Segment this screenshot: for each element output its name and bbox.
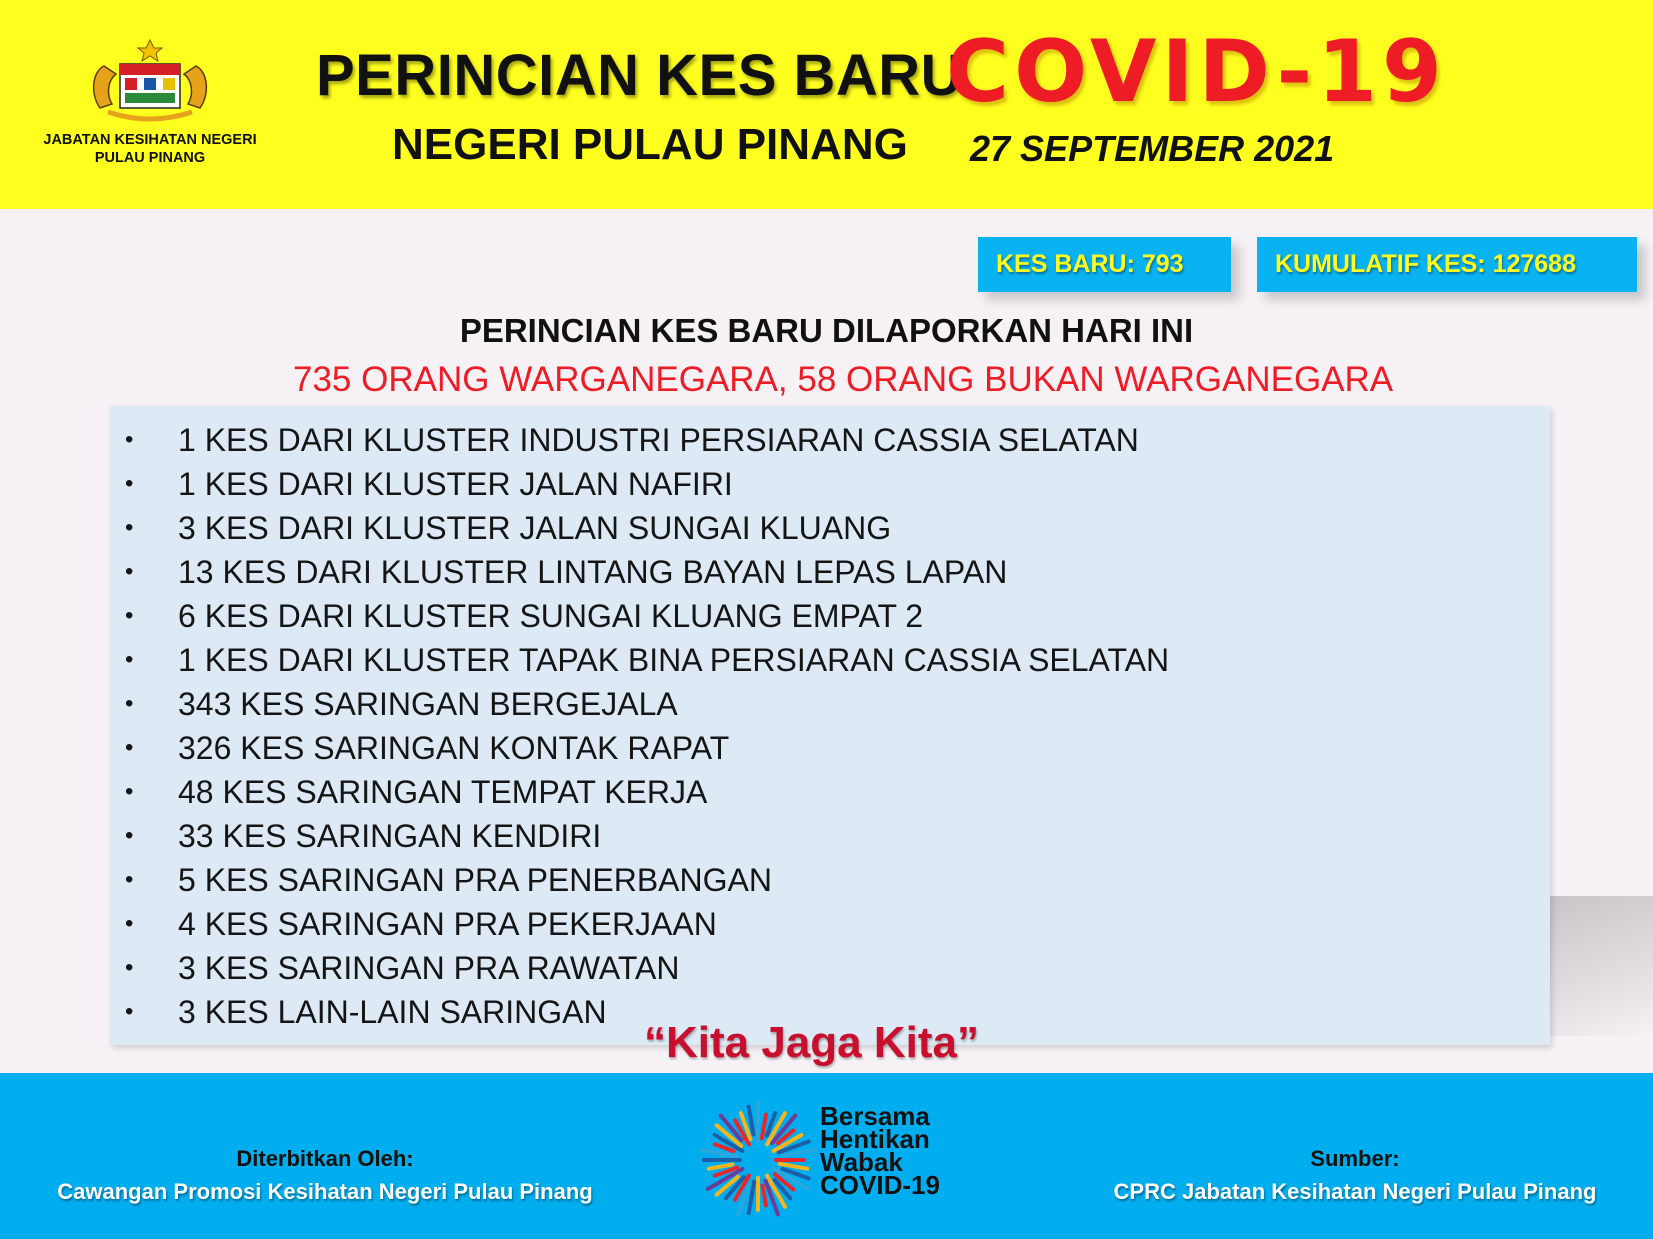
- case-list-item-text: 33 KES SARINGAN KENDIRI: [178, 818, 602, 854]
- case-list-item: [110, 462, 1169, 506]
- case-list-item: [110, 902, 1169, 946]
- case-list-item-text: 3 KES DARI KLUSTER JALAN SUNGAI KLUANG: [178, 510, 892, 546]
- case-list-item: [110, 418, 1169, 462]
- case-list-item-text: 3 KES SARINGAN PRA RAWATAN: [178, 950, 680, 986]
- bullet-icon: •: [125, 734, 134, 761]
- burst-ray: [749, 1107, 754, 1135]
- case-list-item: [110, 638, 1169, 682]
- source-label: Sumber:: [1310, 1146, 1400, 1171]
- case-list-item: [110, 858, 1169, 902]
- published-by-label: Diterbitkan Oleh:: [236, 1146, 414, 1171]
- case-list-item: [110, 594, 1169, 638]
- title-state: NEGERI PULAU PINANG: [392, 120, 908, 169]
- case-details-panel: [110, 406, 1550, 1045]
- panel-shadow-decoration: [1548, 896, 1653, 1036]
- case-list-item-text: 1 KES DARI KLUSTER TAPAK BINA PERSIARAN CASSIA SELATAN: [178, 642, 1170, 678]
- bullet-icon: •: [125, 822, 134, 849]
- case-details-list: [110, 418, 1169, 1034]
- bullet-icon: •: [125, 998, 134, 1025]
- bullet-icon: •: [125, 514, 134, 541]
- bullet-icon: •: [125, 558, 134, 585]
- cumulative-cases-badge: KUMULATIF KES: 127688: [1257, 237, 1637, 292]
- campaign-line-1: Bersama: [820, 1101, 930, 1131]
- header-banner: [0, 0, 1653, 209]
- case-list-item-text: 1 KES DARI KLUSTER INDUSTRI PERSIARAN CASSIA SELATAN: [178, 422, 1139, 458]
- title-covid: COVID-19: [946, 22, 1447, 122]
- case-list-item-text: 13 KES DARI KLUSTER LINTANG BAYAN LEPAS LAPAN: [178, 554, 1008, 590]
- source-value: CPRC Jabatan Kesihatan Negeri Pulau Pinang: [1113, 1179, 1597, 1204]
- case-list-item: [110, 550, 1169, 594]
- department-name: [20, 131, 280, 167]
- case-list-item-text: 326 KES SARINGAN KONTAK RAPAT: [178, 730, 730, 766]
- campaign-line-2: Hentikan: [820, 1124, 930, 1154]
- campaign-line-3: Wabak: [820, 1147, 903, 1177]
- campaign-line-4: COVID-19: [820, 1170, 940, 1200]
- case-list-item-text: 6 KES DARI KLUSTER SUNGAI KLUANG EMPAT 2: [178, 598, 924, 634]
- case-list-item-text: 1 KES DARI KLUSTER JALAN NAFIRI: [178, 466, 733, 502]
- case-list-item: [110, 946, 1169, 990]
- department-line-1: JABATAN KESIHATAN NEGERI: [43, 132, 257, 148]
- case-list-item-text: 3 KES LAIN-LAIN SARINGAN: [178, 994, 607, 1030]
- footer-banner: [0, 1073, 1653, 1239]
- report-date: 27 SEPTEMBER 2021: [970, 128, 1335, 169]
- bullet-icon: •: [125, 778, 134, 805]
- title-main: PERINCIAN KES BARU: [316, 43, 964, 108]
- details-heading: PERINCIAN KES BARU DILAPORKAN HARI INI: [459, 312, 1194, 349]
- case-list-item: [110, 770, 1169, 814]
- campaign-burst-icon: [698, 1100, 818, 1220]
- burst-ray: [763, 1186, 766, 1206]
- bullet-icon: •: [125, 910, 134, 937]
- case-list-item-text: 4 KES SARINGAN PRA PEKERJAAN: [178, 906, 717, 942]
- bullet-icon: •: [125, 602, 134, 629]
- published-by-value: Cawangan Promosi Kesihatan Negeri Pulau Pinang: [57, 1179, 593, 1204]
- bullet-icon: •: [125, 426, 134, 453]
- bullet-icon: •: [125, 954, 134, 981]
- case-list-item: [110, 682, 1169, 726]
- case-list-item: [110, 506, 1169, 550]
- bullet-icon: •: [125, 646, 134, 673]
- bullet-icon: •: [125, 690, 134, 717]
- slogan: “Kita Jaga Kita”: [644, 1018, 979, 1067]
- case-list-item-text: 343 KES SARINGAN BERGEJALA: [178, 686, 678, 722]
- department-line-2: PULAU PINANG: [94, 150, 206, 166]
- case-list-item-text: 5 KES SARINGAN PRA PENERBANGAN: [178, 862, 772, 898]
- burst-ray: [709, 1165, 733, 1169]
- case-list-item: [110, 726, 1169, 770]
- coat-of-arms-logo: [82, 36, 218, 122]
- citizenship-summary: 735 ORANG WARGANEGARA, 58 ORANG BUKAN WARGANEGARA: [293, 360, 1394, 399]
- campaign-text: [820, 1101, 940, 1200]
- case-list-item-text: 48 KES SARINGAN TEMPAT KERJA: [178, 774, 708, 810]
- case-list-item: [110, 814, 1169, 858]
- new-cases-badge: KES BARU: 793: [978, 237, 1231, 292]
- bullet-icon: •: [125, 470, 134, 497]
- bullet-icon: •: [125, 866, 134, 893]
